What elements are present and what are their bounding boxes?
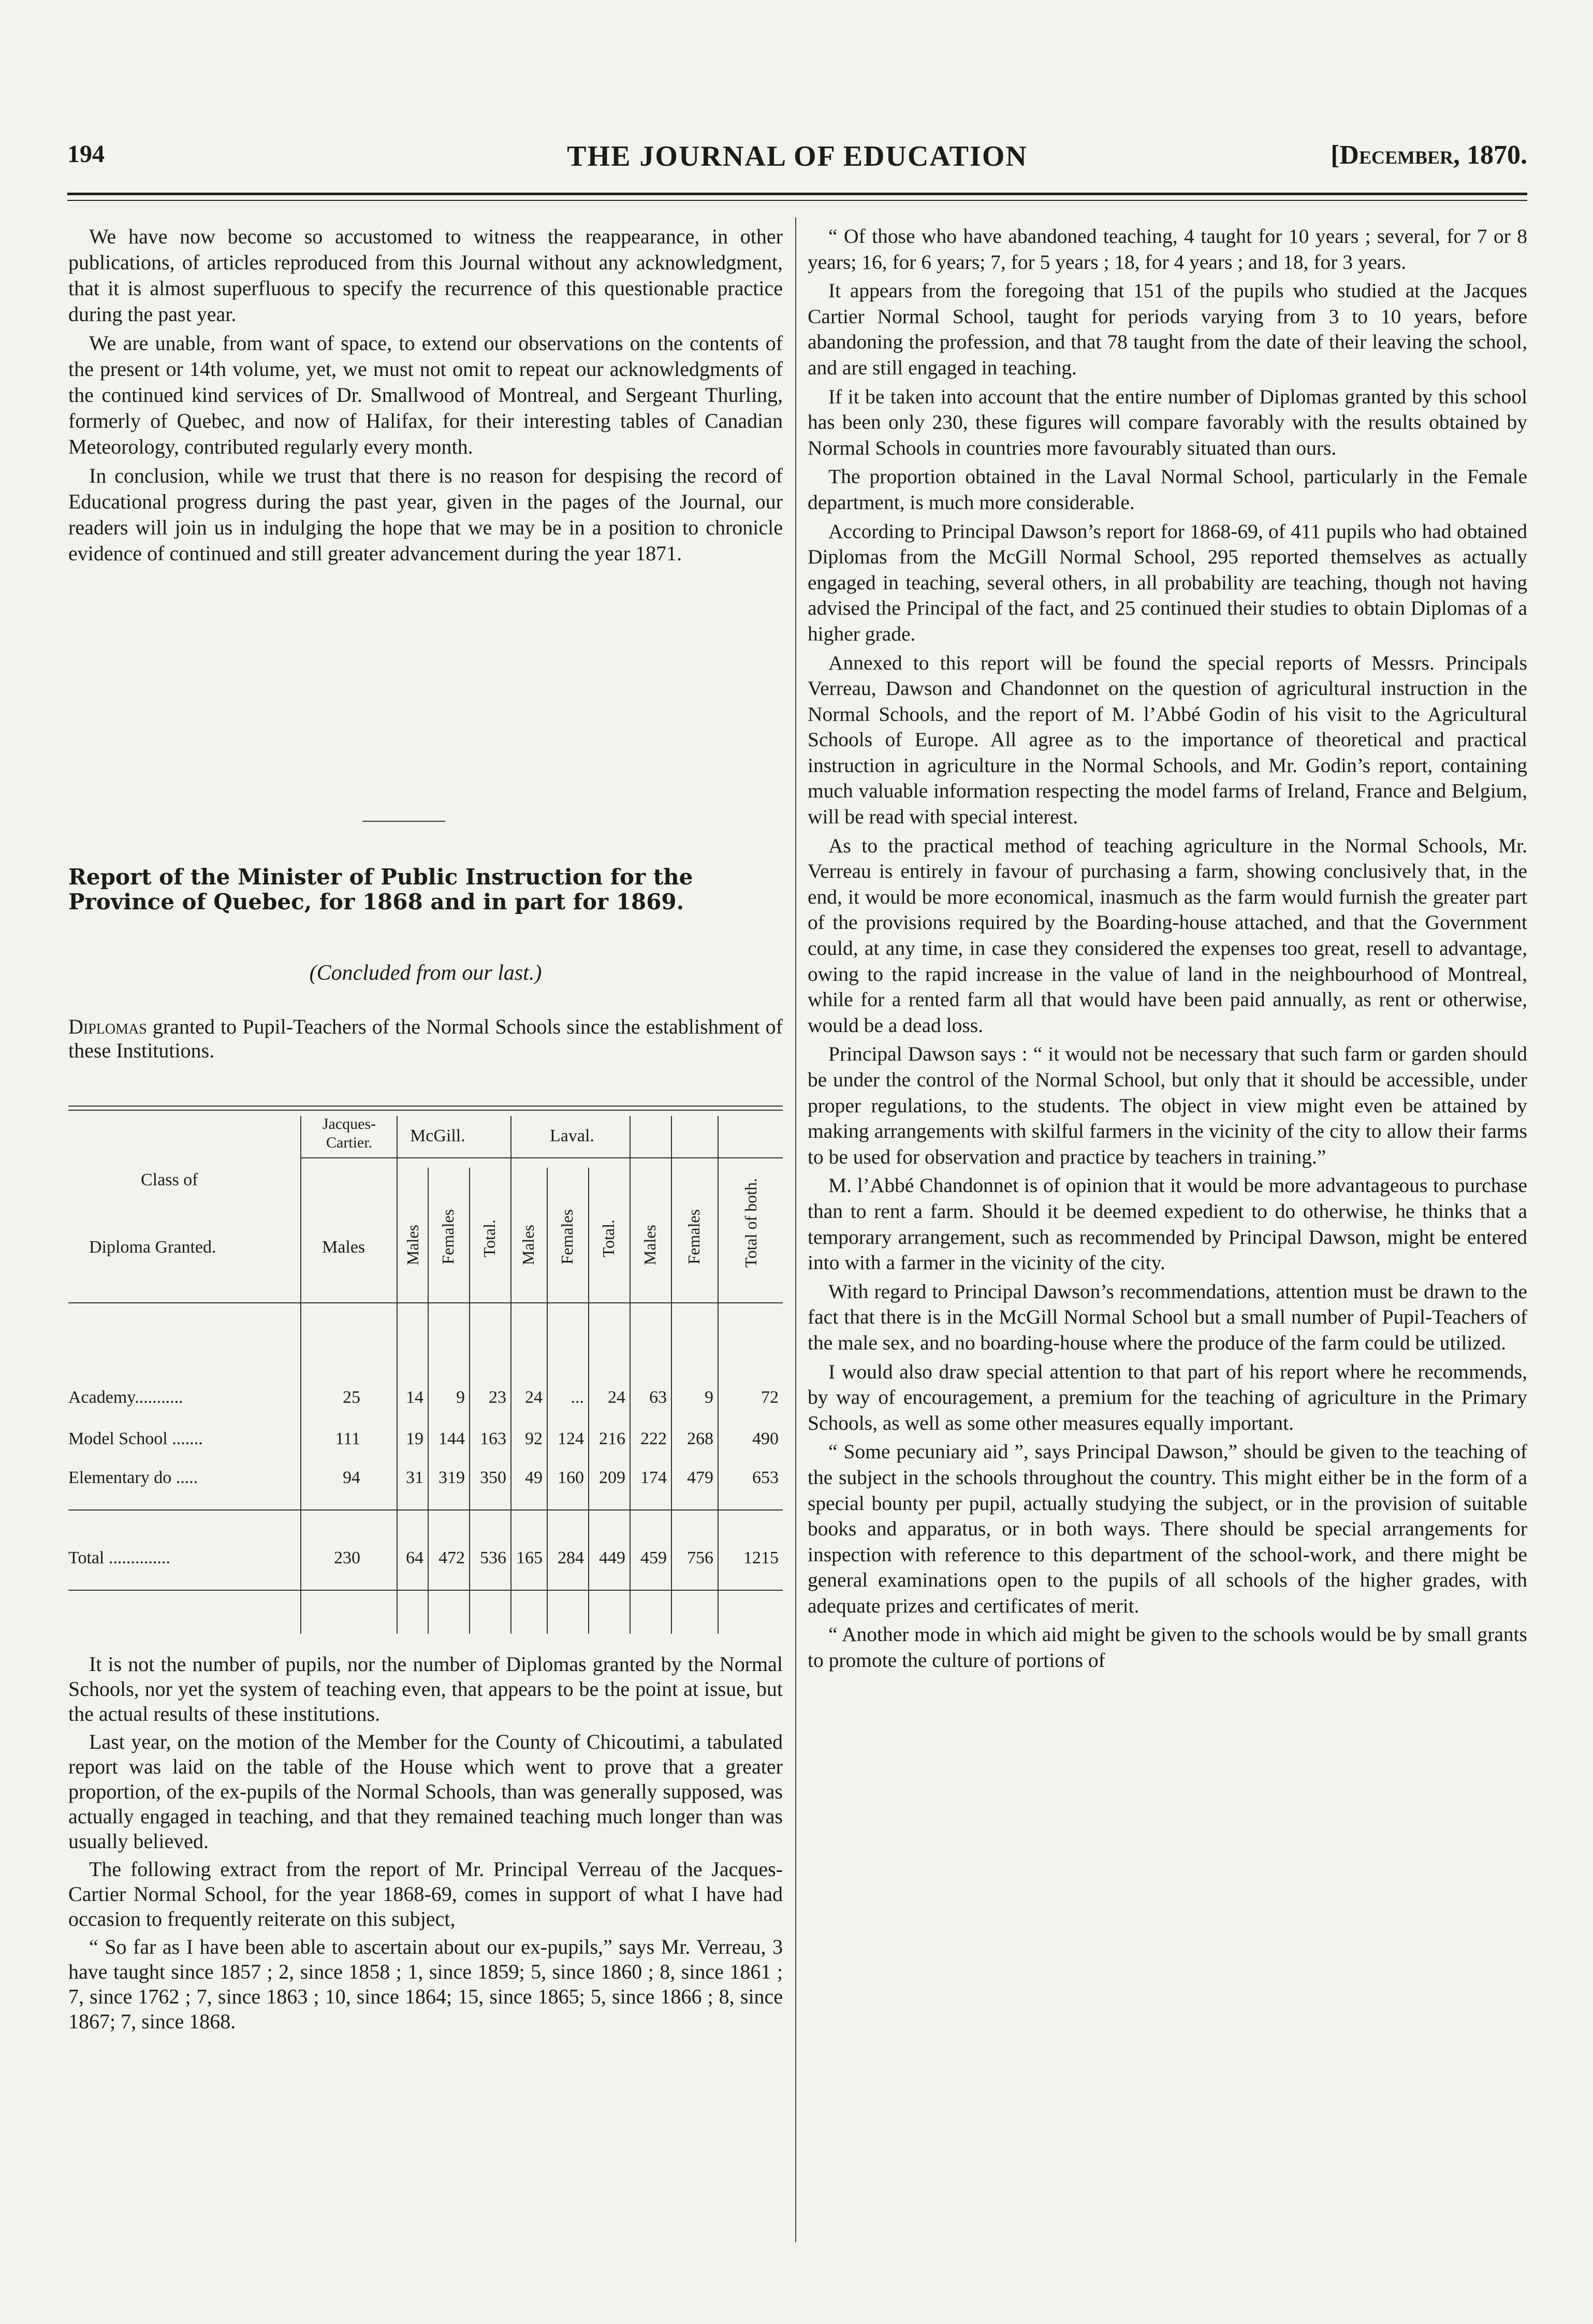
col-all-males: Males: [640, 1225, 659, 1266]
col-laval-females: Females: [558, 1209, 576, 1265]
paragraph: “ So far as I have been able to ascertain about our ex-pupils,” says Mr. Verreau, 3 have taught since 1857 ; 2, since 1858 ; 1, since 1859; 5, since 1860 ; 8, since 1861 ; 7, since 1762 ; 7, since 1863 ; 10, since 1864; 15, since 1865; 5, since 1866 ; 8, since 1867; 7, since 1868.: [68, 1935, 783, 2033]
table-cell: 350: [480, 1468, 506, 1487]
group-laval: Laval.: [550, 1126, 594, 1145]
paragraph: We are unable, from want of space, to extend our observations on the contents of the present or 14th volume, yet, we must not omit to repeat our acknowledgments of the continued kind services of Dr. Smallwood of Montreal, and Sergeant Thurling, formerly of Quebec, and now of Halifax, for their interesting tables of Canadian Meteorology, contributed regularly every month.: [68, 331, 783, 458]
table-cell: 9: [456, 1388, 465, 1407]
table-cell: 72: [761, 1388, 779, 1407]
group-jacques: Jacques-Cartier.: [322, 1115, 376, 1151]
table-cell: 24: [608, 1388, 625, 1407]
paragraph: “ Another mode in which aid might be given to the schools would be by small grants to promote the culture of portions of: [808, 1623, 1527, 1672]
table-cell: 319: [439, 1468, 465, 1487]
paragraph: “ Of those who have abandoned teaching, 4 taught for 10 years ; several, for 7 or 8 years; 16, for 6 years; 7, for 5 years ; 18, for 4 years ; and 18, for 3 years.: [808, 225, 1527, 273]
col-total-both: Total of both.: [741, 1178, 760, 1268]
table-cell: 1215: [743, 1548, 779, 1567]
table-cell: 472: [439, 1548, 465, 1567]
table-top-rule-2: [68, 1110, 783, 1111]
header-group-rule: [300, 1157, 783, 1158]
paragraph: We have now become so accustomed to witness the reappearance, in other publications, of articles reproduced from this Journal without any acknowledgment, that it is almost superfluous to specify the recurrence of this questionable practice during the past year.: [68, 225, 783, 326]
col-laval-total: Total.: [599, 1219, 618, 1258]
table-cell: 653: [752, 1468, 779, 1487]
left-column-intro: [68, 224, 783, 570]
table-cell: 9: [705, 1388, 713, 1407]
diplomas-rest: granted to Pupil-Teachers of the Normal Schools since the establishment of these Institutions.: [68, 1015, 783, 1062]
col-laval-males: Males: [519, 1225, 537, 1266]
paragraph: The following extract from the report of Mr. Principal Verreau of the Jacques-Cartier Normal School, for the year 1868-69, comes in support of what I have had occasion to frequently reiterate on this subject,: [68, 1857, 783, 1930]
paragraph: M. l’Abbé Chandonnet is of opinion that it would be more advantageous to purchase than to rent a farm. Should it be deemed expedient to do otherwise, he thinks that a temporary arrangement, such as recommended by Principal Dawson, might be entered into with a farmer in the vicinity of the city.: [808, 1174, 1527, 1274]
table-cell: 94: [343, 1468, 360, 1487]
table-cell: 268: [687, 1429, 713, 1448]
paragraph: The proportion obtained in the Laval Normal School, particularly in the Female department, is much more considerable.: [808, 465, 1527, 514]
table-cell: 124: [558, 1429, 584, 1448]
diplomas-caption: [68, 1015, 783, 1063]
paragraph: I would also draw special attention to that part of his report where he recommends, by way of encouragement, a premium for the teaching of agriculture in the Primary Schools, as well as some other measures equally important.: [808, 1360, 1527, 1434]
table-cell: 230: [334, 1548, 360, 1567]
table-cell: 14: [406, 1388, 423, 1407]
right-column: [808, 224, 1527, 1677]
table-cell: ...: [571, 1388, 584, 1407]
diplomas-table: [68, 1106, 783, 1642]
paragraph: “ Some pecuniary aid ”, says Principal Dawson,” should be given to the teaching of the subject in the schools throughout the country. This might either be in the form of a special bounty per pupil, actually studying the subject, or in the provision of suitable books and apparatus, or in both ways. There should be special arrangements for inspection with reference to this department of the school-work, and there might be general examinations open to the pupils of all schools of the higher grades, with adequate prizes and certificates of merit.: [808, 1440, 1527, 1617]
row-label-elementary: Elementary do .....: [68, 1468, 198, 1487]
concluded-note: (Concluded from our last.): [309, 961, 542, 985]
paragraph: In conclusion, while we trust that there is no reason for despising the record of Educational progress during the past year, given in the pages of the Journal, our readers will join us in indulging the hope that we may be in a position to chronicle evidence of continued and still greater advancement during the year 1871.: [68, 464, 783, 565]
table-cell: 92: [525, 1429, 543, 1448]
paragraph: Last year, on the motion of the Member for the County of Chicoutimi, a tabulated report was laid on the table of the House which went to prove that a greater proportion, of the ex-pupils of the Normal Schools, than was generally supposed, was actually engaged in teaching, and that they remained teaching much longer than was usually believed.: [68, 1730, 783, 1853]
table-cell: 163: [480, 1429, 506, 1448]
page-header: [67, 140, 1527, 181]
header-rule-thin: [67, 200, 1527, 201]
col-mcgill-females: Females: [439, 1209, 457, 1265]
paragraph: Principal Dawson says : “ it would not be necessary that such farm or garden should be under the control of the Normal School, but only that it should be accessible, under proper regulations, to the students. The object in view might even be attained by making arrangements with skilful farmers in the vicinity of the city to allow their farms to be used for observation and practice by teachers in training.”: [808, 1042, 1527, 1168]
date-year: , 1870.: [1453, 140, 1527, 170]
paragraph: Annexed to this report will be found the special reports of Messrs. Principals Verreau, Dawson and Chandonnet on the question of agricultural instruction in the Normal Schools, and the report of M. l’Abbé Godin of his visit to the Agricultural Schools of Europe. All agree as to the importance of theoretical and practical instruction in agriculture in the Normal Schools, and Mr. Godin’s report, containing much valuable information respecting the model farms of Ireland, France and Belgium, will be read with special interest.: [808, 651, 1527, 829]
table-cell: 284: [558, 1548, 584, 1567]
row-label-model-school: Model School .......: [68, 1429, 203, 1448]
table-cell: 160: [558, 1468, 584, 1487]
group-mcgill: McGill.: [410, 1126, 465, 1145]
table-bottom-rule: [68, 1590, 783, 1591]
paragraph: According to Principal Dawson’s report for 1868-69, of 411 pupils who had obtained Diplomas from the McGill Normal School, 295 reported themselves as actually engaged in teaching, several others, in all probability are teaching, though not having advised the Principal of the fact, and 25 continued their studies to obtain Diplomas of a higher grade.: [808, 519, 1527, 645]
date-month: December: [1339, 140, 1453, 170]
table-cell: 536: [480, 1548, 506, 1567]
report-title: Report of the Minister of Public Instruction for the Province of Quebec, for 1868 and in part for 1869.: [68, 864, 693, 914]
table-cell: 23: [489, 1388, 506, 1407]
table-cell: 64: [406, 1548, 423, 1567]
column-divider: [795, 217, 796, 2242]
paragraph: With regard to Principal Dawson’s recommendations, attention must be drawn to the fact that there is in the McGill Normal School but a small number of Pupil-Teachers of the male sex, and no boarding-house where the produce of the farm could be utilized.: [808, 1280, 1527, 1354]
journal-title: THE JOURNAL OF EDUCATION: [567, 140, 1028, 172]
table-cell: 756: [687, 1548, 713, 1567]
header-rule-thick: [67, 193, 1527, 195]
table-cell: 209: [599, 1468, 625, 1487]
row-label-total: Total ..............: [68, 1548, 170, 1567]
table-cell: 174: [640, 1468, 667, 1487]
table-cell: 222: [640, 1429, 667, 1448]
table-cell: 25: [343, 1388, 360, 1407]
table-cell: 479: [687, 1468, 713, 1487]
col-all-females: Females: [684, 1209, 703, 1265]
diplomas-head: Diplomas: [68, 1015, 147, 1038]
table-cell: 144: [439, 1429, 465, 1448]
header-bottom-rule: [68, 1302, 783, 1303]
table-cell: 165: [516, 1548, 543, 1567]
col-mcgill-males: Males: [403, 1225, 422, 1266]
table-cell: 49: [525, 1468, 543, 1487]
table-cell: 111: [335, 1429, 360, 1448]
table-cell: 63: [649, 1388, 667, 1407]
issue-date: [1331, 140, 1527, 170]
table-cell: 24: [525, 1388, 543, 1407]
table-top-rule: [68, 1106, 783, 1107]
paragraph: It is not the number of pupils, nor the number of Diplomas granted by the Normal Schools, nor yet the system of teaching even, that appears to be the point at issue, but the actual results of these institutions.: [68, 1652, 783, 1725]
table-cell: 490: [752, 1429, 779, 1448]
table-cell: 459: [640, 1548, 667, 1567]
col-mcgill-total: Total.: [480, 1219, 499, 1258]
paragraph: It appears from the foregoing that 151 of the pupils who studied at the Jacques Cartier Normal School, taught for periods varying from 3 to 10 years, before abandoning the profession, and that 78 taught from the date of their leaving the school, and are still engaged in teaching.: [808, 279, 1527, 379]
paragraph: If it be taken into account that the entire number of Diplomas granted by this school has been only 230, these figures will compare favorably with the results obtained by Normal Schools in countries more favourably situated than ours.: [808, 385, 1527, 459]
class-head-1: Class of: [141, 1170, 198, 1189]
total-rule: [68, 1509, 783, 1510]
table-cell: 449: [599, 1548, 625, 1567]
row-label-academy: Academy...........: [68, 1388, 183, 1407]
table-cell: 19: [406, 1429, 423, 1448]
section-separator: [362, 821, 445, 822]
table-cell: 31: [406, 1468, 423, 1487]
table-cell: 216: [599, 1429, 625, 1448]
left-column-after: [68, 1652, 783, 2037]
paragraph: As to the practical method of teaching agriculture in the Normal Schools, Mr. Verreau is entirely in favour of purchasing a farm, showing conclusively that, in the end, it would be more economical, inasmuch as the farm would furnish the greater part of the provisions required by the Boarding-house attached, and that the Government could, at any time, in case they considered the expenses too great, resell to advantage, owing to the rapid increase in the value of land in the neighbourhood of Montreal, while for a rented farm all that would have been paid annually, as rent or otherwise, would be a dead loss.: [808, 834, 1527, 1037]
date-bracket: [: [1331, 140, 1340, 170]
class-head-2: Diploma Granted.: [89, 1238, 216, 1257]
col-jacques-males: Males: [322, 1238, 366, 1257]
page-number: 194: [67, 140, 105, 168]
